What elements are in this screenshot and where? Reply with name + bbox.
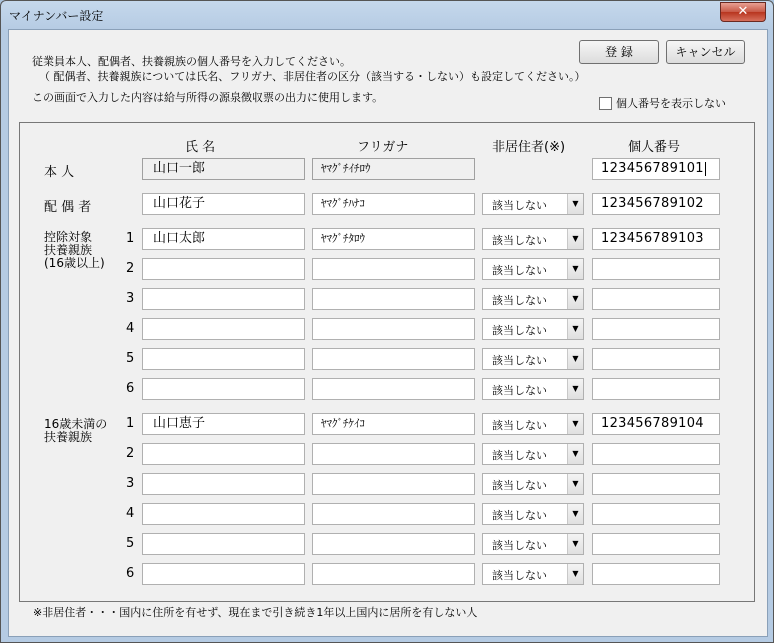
chevron-down-icon[interactable]: ▼ bbox=[567, 444, 583, 464]
chevron-down-icon[interactable]: ▼ bbox=[567, 194, 583, 214]
title-bar bbox=[1, 1, 773, 29]
hide-number-label: 個人番号を表示しない bbox=[616, 97, 726, 110]
cancel-button[interactable]: キャンセル bbox=[666, 40, 745, 64]
dependent-number-field[interactable] bbox=[592, 378, 720, 400]
under16-nonresident-select[interactable] bbox=[482, 473, 584, 495]
entry-panel bbox=[19, 122, 755, 602]
text-cursor bbox=[705, 162, 706, 176]
under16-kana-field[interactable] bbox=[312, 503, 475, 525]
under16-kana-field[interactable]: ﾔﾏｸﾞﾁｹｲｺ bbox=[312, 413, 475, 435]
spouse-number-field[interactable]: 123456789102 bbox=[592, 193, 720, 215]
dependent-nonresident-select[interactable] bbox=[482, 288, 584, 310]
header-number: 個人番号 bbox=[628, 140, 681, 155]
self-kana-field: ﾔﾏｸﾞﾁｲﾁﾛｳ bbox=[312, 158, 475, 180]
dependent-nonresident-select[interactable] bbox=[482, 318, 584, 340]
register-button[interactable]: 登 録 bbox=[579, 40, 659, 64]
dependent-nonresident-value: 該当しない bbox=[492, 294, 547, 307]
under16-name-field[interactable] bbox=[142, 443, 305, 465]
self-number-field[interactable] bbox=[592, 158, 720, 180]
instruction-line-1: 従業員本人、配偶者、扶養親族の個人番号を入力してください。 bbox=[32, 55, 351, 68]
under16-row-number: 1 bbox=[126, 416, 135, 431]
under16-row-number: 4 bbox=[126, 506, 135, 521]
under16-nonresident-value: 該当しない bbox=[492, 509, 547, 522]
under16-kana-field[interactable] bbox=[312, 563, 475, 585]
dependent-number-field[interactable] bbox=[592, 348, 720, 370]
spouse-nonresident-select[interactable] bbox=[482, 193, 584, 215]
under16-name-field[interactable] bbox=[142, 563, 305, 585]
under16-kana-field[interactable] bbox=[312, 473, 475, 495]
dependents-label-line3: (16歳以上) bbox=[44, 256, 105, 270]
dependent-nonresident-select[interactable] bbox=[482, 228, 584, 250]
dependent-row-number: 2 bbox=[126, 261, 135, 276]
chevron-down-icon[interactable]: ▼ bbox=[567, 319, 583, 339]
dialog-body bbox=[8, 29, 768, 637]
chevron-down-icon[interactable]: ▼ bbox=[567, 379, 583, 399]
dependent-nonresident-value: 該当しない bbox=[492, 234, 547, 247]
dependent-number-field[interactable] bbox=[592, 258, 720, 280]
under16-name-field[interactable] bbox=[142, 503, 305, 525]
under16-nonresident-select[interactable] bbox=[482, 533, 584, 555]
under16-name-field[interactable] bbox=[142, 473, 305, 495]
under16-label-line1: 16歳未満の bbox=[44, 417, 108, 431]
under16-nonresident-value: 該当しない bbox=[492, 539, 547, 552]
chevron-down-icon[interactable]: ▼ bbox=[567, 229, 583, 249]
dependents-label-line1: 控除対象 bbox=[44, 230, 93, 244]
under16-nonresident-value: 該当しない bbox=[492, 419, 547, 432]
dependent-nonresident-value: 該当しない bbox=[492, 384, 547, 397]
spouse-kana-field[interactable]: ﾔﾏｸﾞﾁﾊﾅｺ bbox=[312, 193, 475, 215]
instruction-line-2: （ 配偶者、扶養親族については氏名、フリガナ、非居住者の区分（該当する・しない）も設定してください。） bbox=[39, 70, 586, 83]
under16-label bbox=[44, 418, 107, 444]
window-title: マイナンバー設定 bbox=[9, 9, 104, 23]
dependent-kana-field[interactable] bbox=[312, 348, 475, 370]
under16-nonresident-select[interactable] bbox=[482, 563, 584, 585]
dependent-name-field[interactable] bbox=[142, 288, 305, 310]
under16-nonresident-value: 該当しない bbox=[492, 479, 547, 492]
header-kana: フリガナ bbox=[357, 140, 409, 155]
chevron-down-icon[interactable]: ▼ bbox=[567, 289, 583, 309]
under16-kana-field[interactable] bbox=[312, 443, 475, 465]
hide-number-checkbox[interactable] bbox=[599, 97, 612, 110]
under16-label-line2: 扶養親族 bbox=[44, 430, 93, 444]
dependent-kana-field[interactable] bbox=[312, 258, 475, 280]
chevron-down-icon[interactable]: ▼ bbox=[567, 259, 583, 279]
dependents-label bbox=[44, 231, 105, 270]
dependent-nonresident-value: 該当しない bbox=[492, 324, 547, 337]
under16-number-field[interactable] bbox=[592, 443, 720, 465]
dependent-name-field[interactable] bbox=[142, 318, 305, 340]
under16-nonresident-select[interactable] bbox=[482, 413, 584, 435]
dependent-nonresident-select[interactable] bbox=[482, 378, 584, 400]
nonresident-footnote: ※非居住者・・・国内に住所を有せず、現在まで引き続き1年以上国内に居所を有しない人 bbox=[33, 606, 478, 619]
under16-kana-field[interactable] bbox=[312, 533, 475, 555]
dependent-number-field[interactable] bbox=[592, 288, 720, 310]
close-button[interactable] bbox=[720, 2, 766, 22]
under16-number-field[interactable] bbox=[592, 563, 720, 585]
under16-number-field[interactable]: 123456789104 bbox=[592, 413, 720, 435]
instruction-line-3: この画面で入力した内容は給与所得の源泉徴収票の出力に使用します。 bbox=[32, 91, 384, 104]
dependents-label-line2: 扶養親族 bbox=[44, 243, 93, 257]
under16-row-number: 6 bbox=[126, 566, 135, 581]
dependent-kana-field[interactable]: ﾔﾏｸﾞﾁﾀﾛｳ bbox=[312, 228, 475, 250]
dependent-row-number: 6 bbox=[126, 381, 135, 396]
chevron-down-icon[interactable]: ▼ bbox=[567, 349, 583, 369]
under16-nonresident-value: 該当しない bbox=[492, 569, 547, 582]
spouse-nonresident-value: 該当しない bbox=[492, 199, 547, 212]
dependent-kana-field[interactable] bbox=[312, 288, 475, 310]
under16-row-number: 2 bbox=[126, 446, 135, 461]
chevron-down-icon[interactable]: ▼ bbox=[567, 474, 583, 494]
under16-nonresident-select[interactable] bbox=[482, 503, 584, 525]
dependent-kana-field[interactable] bbox=[312, 378, 475, 400]
dependent-number-field[interactable]: 123456789103 bbox=[592, 228, 720, 250]
header-nonresident: 非居住者(※) bbox=[492, 140, 566, 155]
self-label: 本 人 bbox=[44, 165, 75, 180]
under16-name-field[interactable]: 山口恵子 bbox=[142, 413, 305, 435]
dependent-name-field[interactable] bbox=[142, 258, 305, 280]
close-icon: ✕ bbox=[737, 4, 749, 19]
dependent-name-field[interactable] bbox=[142, 348, 305, 370]
dependent-name-field[interactable]: 山口太郎 bbox=[142, 228, 305, 250]
dependent-row-number: 3 bbox=[126, 291, 135, 306]
chevron-down-icon[interactable]: ▼ bbox=[567, 504, 583, 524]
chevron-down-icon[interactable]: ▼ bbox=[567, 564, 583, 584]
under16-nonresident-select[interactable] bbox=[482, 443, 584, 465]
dependent-row-number: 1 bbox=[126, 231, 135, 246]
dependent-row-number: 4 bbox=[126, 321, 135, 336]
under16-name-field[interactable] bbox=[142, 533, 305, 555]
spouse-name-field[interactable]: 山口花子 bbox=[142, 193, 305, 215]
dependent-number-field[interactable] bbox=[592, 318, 720, 340]
under16-number-field[interactable] bbox=[592, 533, 720, 555]
under16-nonresident-value: 該当しない bbox=[492, 449, 547, 462]
dependent-nonresident-select[interactable] bbox=[482, 258, 584, 280]
spouse-label: 配 偶 者 bbox=[44, 200, 92, 215]
under16-number-field[interactable] bbox=[592, 473, 720, 495]
header-name: 氏 名 bbox=[185, 140, 216, 155]
dependent-row-number: 5 bbox=[126, 351, 135, 366]
chevron-down-icon[interactable]: ▼ bbox=[567, 534, 583, 554]
dependent-nonresident-value: 該当しない bbox=[492, 354, 547, 367]
under16-row-number: 3 bbox=[126, 476, 135, 491]
dependent-nonresident-value: 該当しない bbox=[492, 264, 547, 277]
chevron-down-icon[interactable]: ▼ bbox=[567, 414, 583, 434]
under16-number-field[interactable] bbox=[592, 503, 720, 525]
self-number-value: 123456789101 bbox=[601, 161, 704, 176]
dependent-nonresident-select[interactable] bbox=[482, 348, 584, 370]
under16-row-number: 5 bbox=[126, 536, 135, 551]
dependent-name-field[interactable] bbox=[142, 378, 305, 400]
self-name-field: 山口一郎 bbox=[142, 158, 305, 180]
dependent-kana-field[interactable] bbox=[312, 318, 475, 340]
